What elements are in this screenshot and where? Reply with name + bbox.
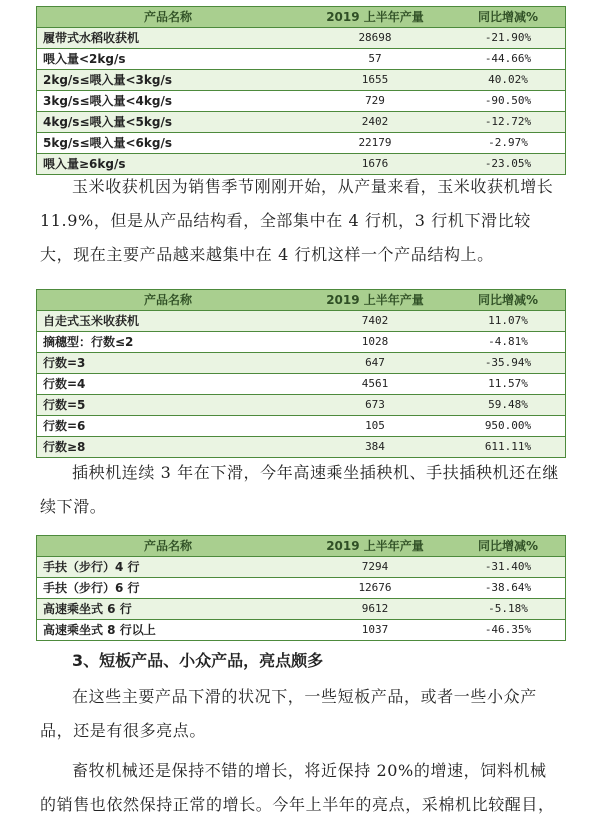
cell-product-name: 自走式玉米收获机 (37, 311, 300, 332)
cell-change: 950.00% (451, 416, 566, 437)
transplanter-table (36, 535, 566, 641)
cell-product-name: 4kg/s≤喂入量<5kg/s (37, 112, 300, 133)
cell-product-name: 行数≥8 (37, 437, 300, 458)
table-body (37, 311, 566, 458)
cell-output: 12676 (299, 578, 451, 599)
cell-output: 1676 (299, 154, 451, 175)
cell-change: 11.57% (451, 374, 566, 395)
cell-product-name: 喂入量≥6kg/s (37, 154, 300, 175)
table-header-row (37, 290, 566, 311)
cell-output: 384 (299, 437, 451, 458)
column-header-output: 2019 上半年产量 (299, 7, 451, 28)
table-header-row (37, 7, 566, 28)
harvester-corn-table (36, 289, 566, 458)
cell-change: -46.35% (451, 620, 566, 641)
cell-product-name: 高速乘坐式 6 行 (37, 599, 300, 620)
table-row (37, 353, 566, 374)
cell-output: 57 (299, 49, 451, 70)
cell-change: 611.11% (451, 437, 566, 458)
paragraph-corn-harvester: 玉米收获机因为销售季节刚刚开始，从产量来看，玉米收获机增长 11.9%，但是从产品结构看，全部集中在 4 行机，3 行机下滑比较大，现在主要产品越来越集中在 4 行机这样一个产品结构上。 (40, 177, 554, 264)
table-row (37, 416, 566, 437)
cell-output: 1655 (299, 70, 451, 91)
cell-change: -90.50% (451, 91, 566, 112)
table-row (37, 620, 566, 641)
cell-product-name: 手扶（步行）6 行 (37, 578, 300, 599)
cell-product-name: 摘穗型：行数≤2 (37, 332, 300, 353)
table-header-row (37, 536, 566, 557)
cell-product-name: 手扶（步行）4 行 (37, 557, 300, 578)
column-header-change: 同比增减% (451, 536, 566, 557)
table-row (37, 578, 566, 599)
cell-output: 1037 (299, 620, 451, 641)
column-header-product: 产品名称 (37, 536, 300, 557)
cell-change: -35.94% (451, 353, 566, 374)
cell-product-name: 行数=4 (37, 374, 300, 395)
cell-change: -38.64% (451, 578, 566, 599)
cell-change: 11.07% (451, 311, 566, 332)
cell-product-name: 喂入量<2kg/s (37, 49, 300, 70)
table-row (37, 599, 566, 620)
table-row (37, 437, 566, 458)
table-row (37, 311, 566, 332)
section-heading: 3、短板产品、小众产品，亮点颇多 (72, 651, 324, 670)
table-row (37, 557, 566, 578)
cell-change: -2.97% (451, 133, 566, 154)
cell-output: 4561 (299, 374, 451, 395)
table-row (37, 70, 566, 91)
table-body (37, 28, 566, 175)
cell-product-name: 行数=3 (37, 353, 300, 374)
cell-change: -12.72% (451, 112, 566, 133)
cell-product-name: 高速乘坐式 8 行以上 (37, 620, 300, 641)
column-header-change: 同比增减% (451, 7, 566, 28)
paragraph-transplanter: 插秧机连续 3 年在下滑，今年高速乘坐插秧机、手扶插秧机还在继续下滑。 (40, 463, 559, 516)
table-row (37, 28, 566, 49)
cell-change: -31.40% (451, 557, 566, 578)
table-row (37, 133, 566, 154)
table-row (37, 374, 566, 395)
column-header-output: 2019 上半年产量 (299, 290, 451, 311)
cell-output: 1028 (299, 332, 451, 353)
cell-product-name: 5kg/s≤喂入量<6kg/s (37, 133, 300, 154)
column-header-change: 同比增减% (451, 290, 566, 311)
cell-output: 28698 (299, 28, 451, 49)
cell-change: 40.02% (451, 70, 566, 91)
cell-change: -44.66% (451, 49, 566, 70)
cell-output: 9612 (299, 599, 451, 620)
cell-product-name: 履带式水稻收获机 (37, 28, 300, 49)
cell-output: 729 (299, 91, 451, 112)
paragraph-niche-products: 在这些主要产品下滑的状况下，一些短板产品，或者一些小众产品，还是有很多亮点。 (40, 687, 537, 740)
cell-product-name: 3kg/s≤喂入量<4kg/s (37, 91, 300, 112)
cell-output: 647 (299, 353, 451, 374)
column-header-product: 产品名称 (37, 7, 300, 28)
cell-change: 59.48% (451, 395, 566, 416)
table-row (37, 49, 566, 70)
cell-product-name: 2kg/s≤喂入量<3kg/s (37, 70, 300, 91)
cell-product-name: 行数=5 (37, 395, 300, 416)
cell-change: -4.81% (451, 332, 566, 353)
cell-output: 2402 (299, 112, 451, 133)
cell-output: 22179 (299, 133, 451, 154)
cell-change: -23.05% (451, 154, 566, 175)
table-row (37, 112, 566, 133)
table-row (37, 91, 566, 112)
table-row (37, 395, 566, 416)
harvester-rice-table (36, 6, 566, 175)
column-header-output: 2019 上半年产量 (299, 536, 451, 557)
paragraph-livestock-machinery: 畜牧机械还是保持不错的增长，将近保持 20%的增速，饲料机械的销售也依然保持正常的增长。今年上半年的亮点，采棉机比较醒目， (40, 761, 555, 814)
cell-change: -5.18% (451, 599, 566, 620)
cell-output: 673 (299, 395, 451, 416)
cell-output: 7294 (299, 557, 451, 578)
table-body (37, 557, 566, 641)
table-row (37, 332, 566, 353)
cell-output: 105 (299, 416, 451, 437)
cell-change: -21.90% (451, 28, 566, 49)
cell-output: 7402 (299, 311, 451, 332)
cell-product-name: 行数=6 (37, 416, 300, 437)
column-header-product: 产品名称 (37, 290, 300, 311)
